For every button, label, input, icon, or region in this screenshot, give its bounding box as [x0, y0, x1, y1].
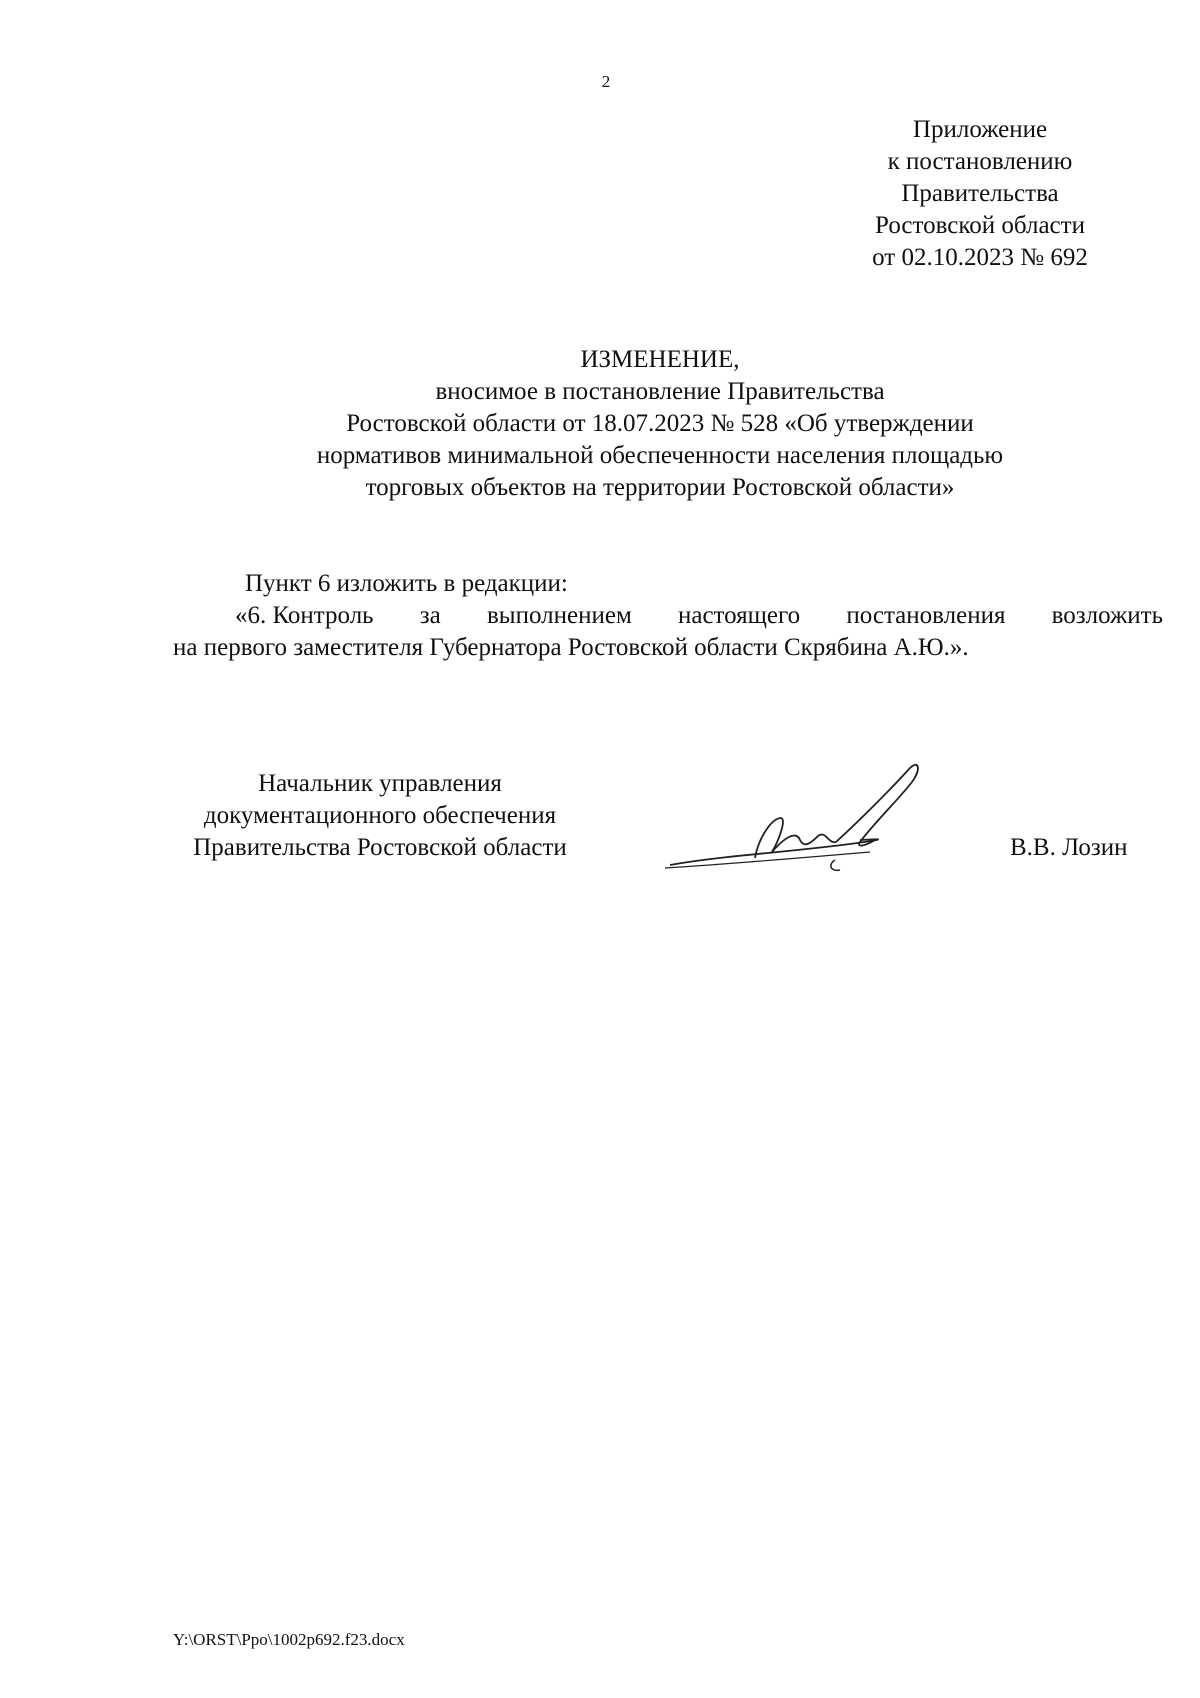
file-path: Y:\ORST\Ppo\1002p692.f23.docx [173, 1630, 405, 1649]
signer-position-line: Правительства Ростовской области [193, 834, 567, 861]
signer-position-line: документационного обеспечения [203, 802, 557, 829]
body-word: настоящего [677, 602, 801, 629]
signer-position [160, 768, 600, 864]
title-line: торговых объектов на территории Ростовской области» [365, 474, 955, 501]
body-paragraph-continuation: на первого заместителя Губернатора Ростовской области Скрябина А.Ю.». [173, 634, 969, 661]
title-line: вносимое в постановление Правительства [435, 378, 885, 405]
body-word: выполнением [486, 602, 632, 629]
appendix-line: Приложение [912, 116, 1048, 143]
appendix-line: Правительства [901, 180, 1059, 207]
handwritten-signature [660, 760, 960, 890]
body-word: возложить [1051, 602, 1163, 629]
appendix-header [820, 114, 1140, 274]
body-word: за [419, 602, 441, 629]
signer-position-line: Начальник управления [258, 770, 502, 797]
page-number: 2 [601, 72, 611, 91]
title-heading: ИЗМЕНЕНИЕ, [580, 346, 740, 373]
appendix-line: Ростовской области [875, 212, 1085, 239]
document-body [173, 568, 1163, 664]
body-word: постановления [846, 602, 1006, 629]
title-line: нормативов минимальной обеспеченности населения площадью [316, 442, 1004, 469]
body-paragraph-justified [173, 600, 1163, 632]
appendix-line: к постановлению [887, 148, 1073, 175]
title-line: Ростовской области от 18.07.2023 № 528 «Об утверждении [346, 410, 974, 437]
body-paragraph: Пункт 6 изложить в редакции: [245, 570, 568, 597]
signer-name: В.В. Лозин [1010, 834, 1128, 861]
body-word: «6. Контроль [235, 602, 374, 629]
appendix-line: от 02.10.2023 № 692 [872, 244, 1088, 271]
document-title [160, 344, 1160, 504]
